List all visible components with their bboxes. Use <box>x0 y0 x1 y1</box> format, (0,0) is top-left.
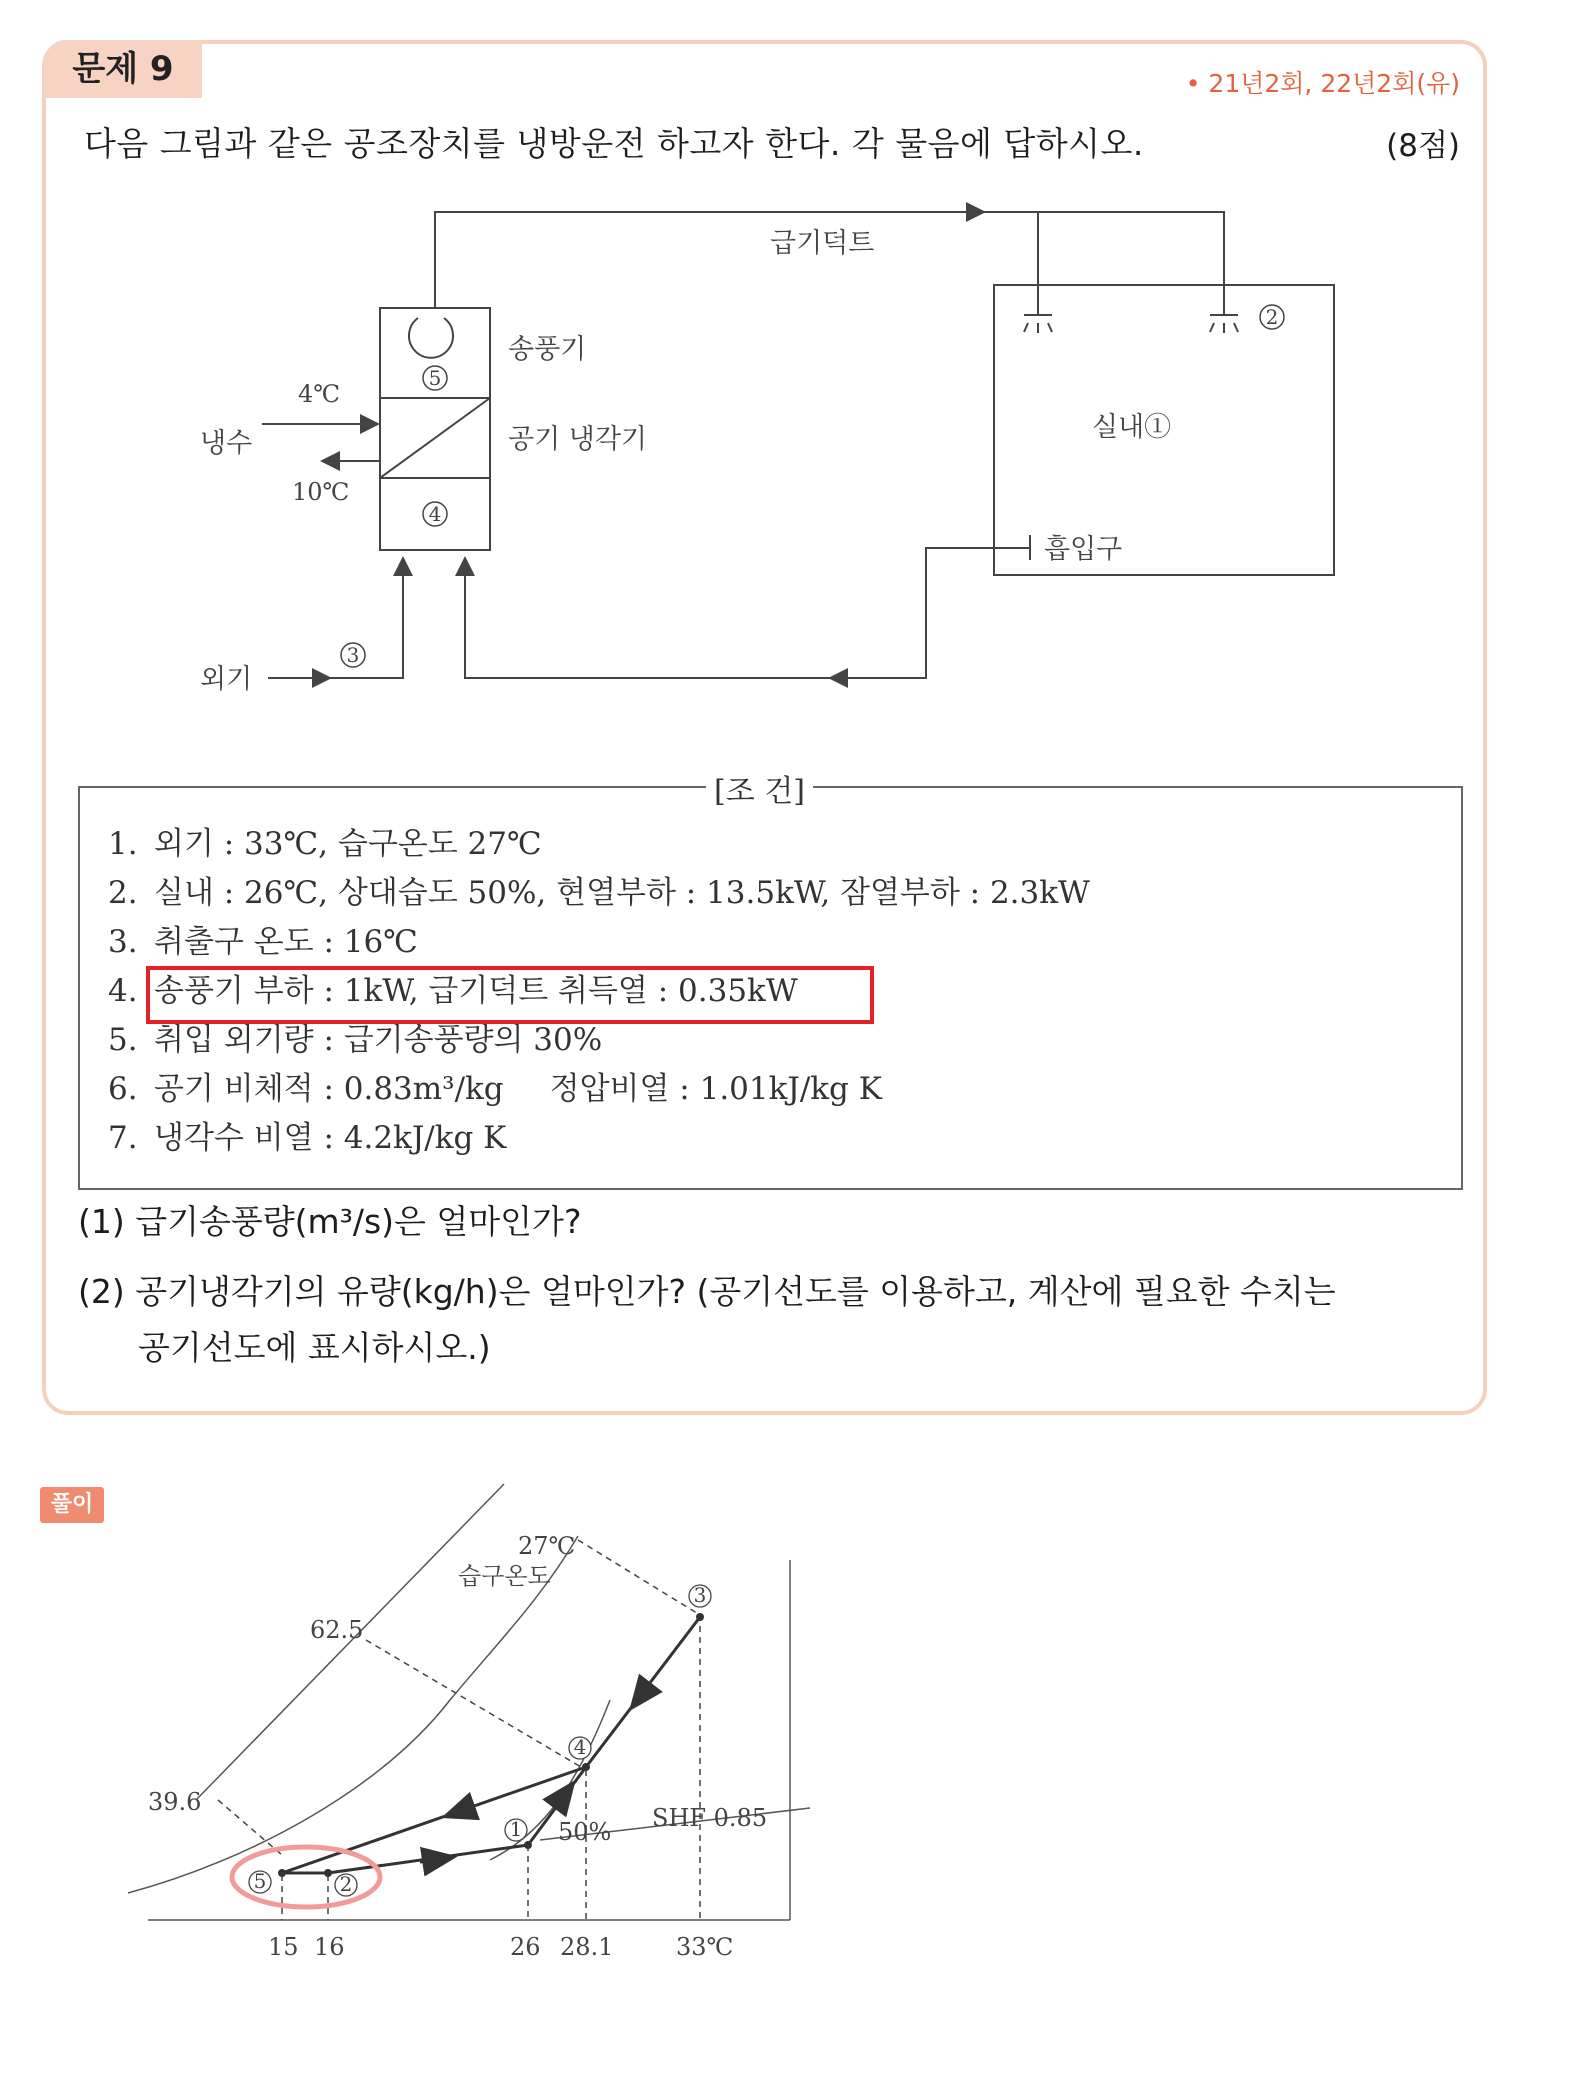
condition-item: 3. 취출구 온도 : 16℃ <box>108 924 418 960</box>
water-in-temp: 4℃ <box>298 380 341 408</box>
condition-item: 4. 송풍기 부하 : 1kW, 급기덕트 취득열 : 0.35kW <box>108 973 798 1009</box>
x-tick-28-1: 28.1 <box>560 1933 614 1961</box>
fan-label: 송풍기 <box>508 334 587 365</box>
outdoor-air-label: 외기 <box>200 664 253 695</box>
condition-item: 5. 취입 외기량 : 급기송풍량의 30% <box>108 1022 603 1058</box>
x-tick-33: 33℃ <box>676 1933 734 1961</box>
condition-item: 6. 공기 비체적 : 0.83m³/kg 정압비열 : 1.01kJ/kg K <box>108 1071 882 1107</box>
wet-bulb-label: 습구온도 <box>458 1562 551 1590</box>
condition-item: 1. 외기 : 33℃, 습구온도 27℃ <box>108 826 542 862</box>
chart-point-3: 3 <box>693 1583 707 1607</box>
solution-tag: 풀이 <box>40 1487 104 1523</box>
point-3-label: 3 <box>346 643 360 667</box>
x-tick-16: 16 <box>314 1933 345 1961</box>
chart-point-1: 1 <box>509 1817 523 1841</box>
return-inlet-label: 흡입구 <box>1044 534 1123 565</box>
chilled-water-label: 냉수 <box>200 428 253 459</box>
point-5-label: 5 <box>428 366 442 390</box>
enthalpy-high: 62.5 <box>310 1616 364 1644</box>
sub-question-1: (1) 급기송풍량(m³/s)은 얼마인가? <box>78 1202 582 1241</box>
enthalpy-low: 39.6 <box>148 1788 202 1816</box>
supply-duct-label: 급기덕트 <box>770 228 875 259</box>
exam-source: • 21년2회, 22년2회(유) <box>1185 69 1460 98</box>
shf-label: SHF 0.85 <box>652 1804 768 1832</box>
wet-bulb-temp: 27℃ <box>518 1532 576 1560</box>
conditions-title: [조 건] <box>706 766 813 810</box>
rh-label: 50% <box>558 1818 612 1846</box>
chart-point-4: 4 <box>573 1735 587 1759</box>
room-label: 실내① <box>1092 412 1172 443</box>
chart-point-5: 5 <box>253 1869 267 1893</box>
problem-question: 다음 그림과 같은 공조장치를 냉방운전 하고자 한다. 각 물음에 답하시오. <box>84 124 1144 163</box>
sub-question-2: (2) 공기냉각기의 유량(kg/h)은 얼마인가? (공기선도를 이용하고, 계산에 필요한 수치는 <box>78 1272 1336 1311</box>
sub-question-2-cont: 공기선도에 표시하시오.) <box>138 1328 491 1367</box>
cooler-label: 공기 냉각기 <box>508 424 647 455</box>
x-tick-26: 26 <box>510 1933 541 1961</box>
problem-tag: 문제 9 <box>44 40 202 98</box>
problem-points: (8점) <box>1386 128 1460 164</box>
chart-point-2: 2 <box>339 1872 353 1896</box>
condition-item: 7. 냉각수 비열 : 4.2kJ/kg K <box>108 1120 507 1156</box>
point-2-label: 2 <box>1265 305 1279 329</box>
condition-item: 2. 실내 : 26℃, 상대습도 50%, 현열부하 : 13.5kW, 잠열부하 : 2.3kW <box>108 875 1090 911</box>
x-tick-15: 15 <box>268 1933 299 1961</box>
supply-line-2-1 <box>328 1845 528 1873</box>
point-4-label: 4 <box>428 502 442 526</box>
water-out-temp: 10℃ <box>292 478 350 506</box>
